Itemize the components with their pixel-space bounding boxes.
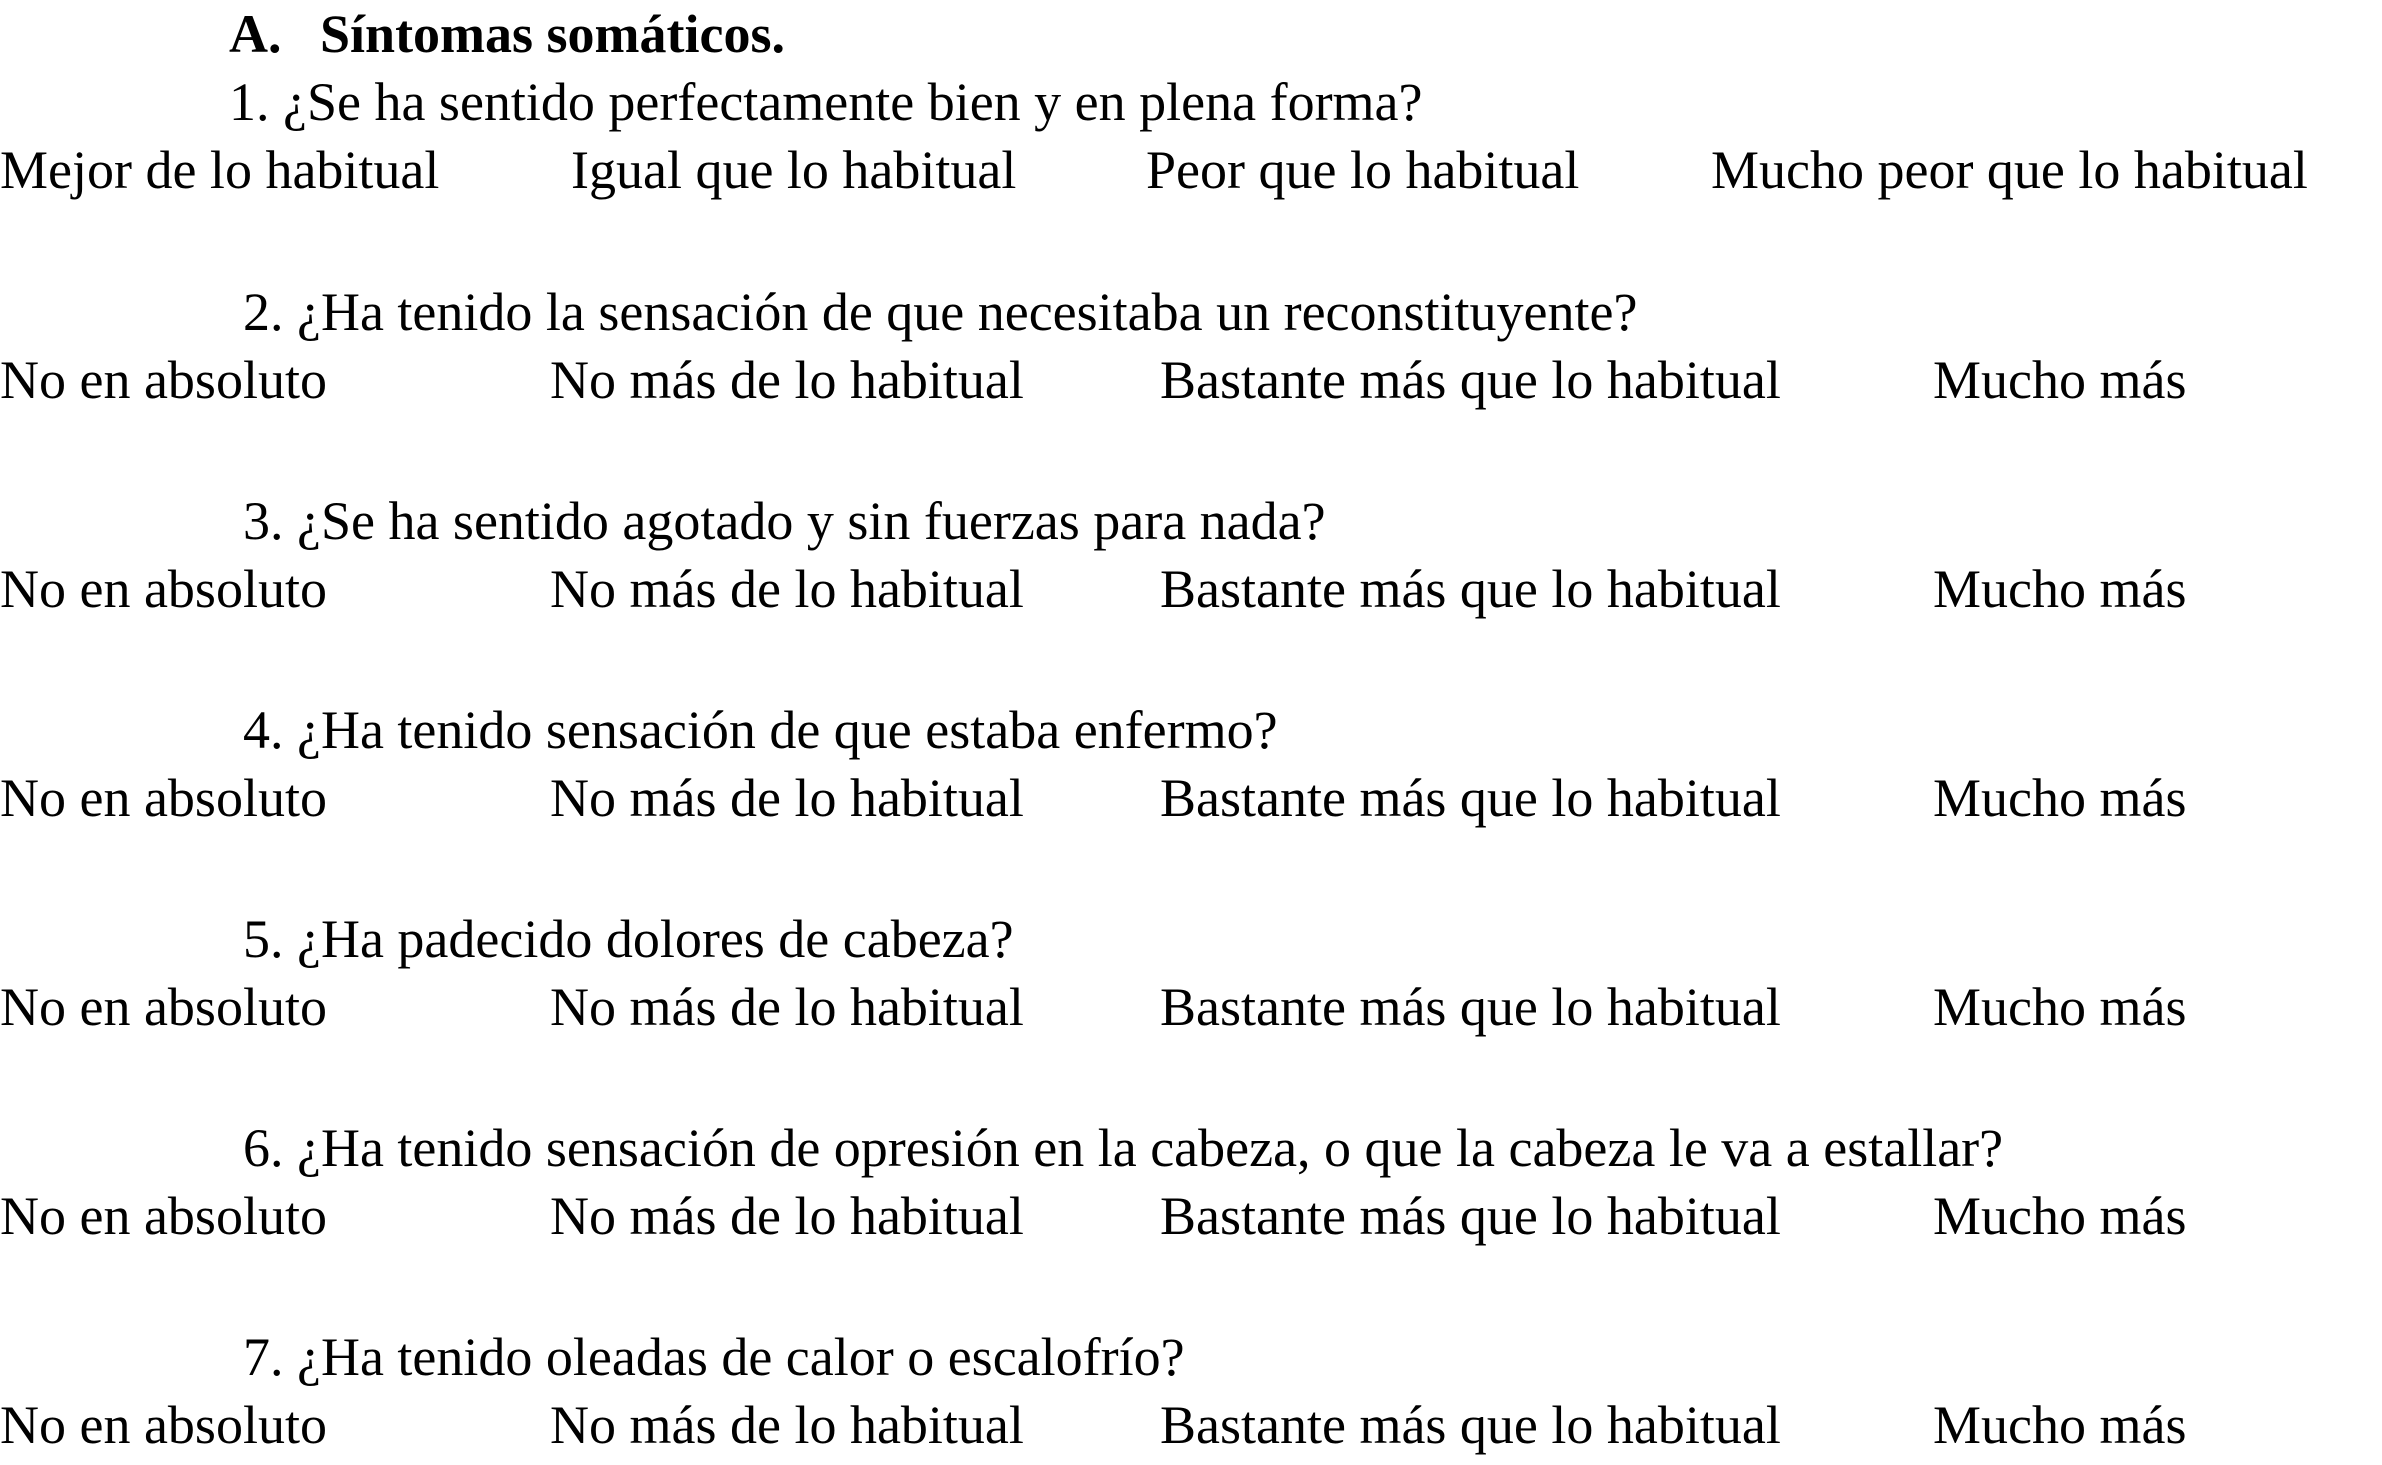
answer-option-3[interactable]: Bastante más que lo habitual <box>1160 1186 1781 1246</box>
question-number: 2. <box>243 282 284 342</box>
question-text <box>243 696 1278 764</box>
answer-option-2[interactable]: No más de lo habitual <box>550 559 1024 619</box>
answer-option-1[interactable]: Mejor de lo habitual <box>0 140 440 200</box>
question-label: ¿Ha tenido oleadas de calor o escalofrío? <box>297 1327 1185 1387</box>
answer-option-3[interactable]: Bastante más que lo habitual <box>1160 1395 1781 1455</box>
answer-option-3[interactable]: Bastante más que lo habitual <box>1160 768 1781 828</box>
answer-option-1[interactable]: No en absoluto <box>0 1395 327 1455</box>
question-text <box>243 487 1326 555</box>
answer-options <box>0 346 2382 416</box>
section-title <box>229 0 785 68</box>
question-number: 6. <box>243 1118 284 1178</box>
question-text <box>243 1114 2003 1182</box>
answer-option-4[interactable]: Mucho más <box>1933 768 2187 828</box>
answer-option-2[interactable]: No más de lo habitual <box>550 1395 1024 1455</box>
answer-option-4[interactable]: Mucho peor que lo habitual <box>1711 140 2308 200</box>
question-text <box>243 1323 1185 1391</box>
answer-option-2[interactable]: No más de lo habitual <box>550 768 1024 828</box>
answer-option-2[interactable]: Igual que lo habitual <box>571 140 1017 200</box>
question-label: ¿Ha tenido sensación de opresión en la cabeza, o que la cabeza le va a estallar? <box>297 1118 2004 1178</box>
section-title-text: Síntomas somáticos. <box>320 4 786 64</box>
section-letter: A. <box>229 4 282 64</box>
answer-option-4[interactable]: Mucho más <box>1933 559 2187 619</box>
answer-option-1[interactable]: No en absoluto <box>0 768 327 828</box>
answer-option-2[interactable]: No más de lo habitual <box>550 1186 1024 1246</box>
question-number: 5. <box>243 909 284 969</box>
answer-options <box>0 555 2382 625</box>
answer-option-4[interactable]: Mucho más <box>1933 1395 2187 1455</box>
question-label: ¿Se ha sentido agotado y sin fuerzas para nada? <box>297 491 1326 551</box>
answer-option-2[interactable]: No más de lo habitual <box>550 977 1024 1037</box>
answer-option-1[interactable]: No en absoluto <box>0 977 327 1037</box>
answer-options <box>0 1391 2382 1461</box>
answer-options <box>0 973 2382 1043</box>
answer-options <box>0 136 2382 206</box>
question-label: ¿Ha tenido la sensación de que necesitaba un reconstituyente? <box>297 282 1638 342</box>
answer-option-3[interactable]: Bastante más que lo habitual <box>1160 559 1781 619</box>
question-text <box>243 905 1014 973</box>
answer-option-3[interactable]: Bastante más que lo habitual <box>1160 977 1781 1037</box>
answer-option-4[interactable]: Mucho más <box>1933 350 2187 410</box>
question-number: 1. <box>229 72 270 132</box>
answer-option-1[interactable]: No en absoluto <box>0 559 327 619</box>
question-label: ¿Se ha sentido perfectamente bien y en plena forma? <box>283 72 1423 132</box>
answer-options <box>0 764 2382 834</box>
answer-option-3[interactable]: Peor que lo habitual <box>1146 140 1580 200</box>
question-number: 7. <box>243 1327 284 1387</box>
answer-option-4[interactable]: Mucho más <box>1933 977 2187 1037</box>
question-text <box>243 278 1637 346</box>
question-number: 3. <box>243 491 284 551</box>
answer-option-3[interactable]: Bastante más que lo habitual <box>1160 350 1781 410</box>
answer-option-4[interactable]: Mucho más <box>1933 1186 2187 1246</box>
question-label: ¿Ha tenido sensación de que estaba enfermo? <box>297 700 1278 760</box>
question-number: 4. <box>243 700 284 760</box>
answer-options <box>0 1182 2382 1252</box>
answer-option-2[interactable]: No más de lo habitual <box>550 350 1024 410</box>
answer-option-1[interactable]: No en absoluto <box>0 350 327 410</box>
question-text <box>229 68 1422 136</box>
question-label: ¿Ha padecido dolores de cabeza? <box>297 909 1014 969</box>
answer-option-1[interactable]: No en absoluto <box>0 1186 327 1246</box>
